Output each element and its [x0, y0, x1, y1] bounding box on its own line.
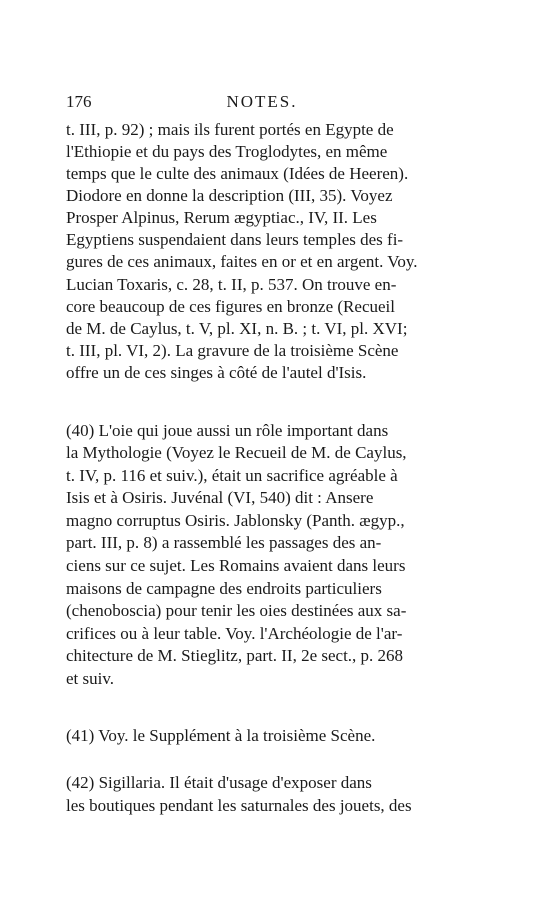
text-line: Diodore en donne la description (III, 35). Voyez [66, 186, 393, 205]
note-40-line: et suiv. [66, 669, 115, 688]
page-number: 176 [66, 92, 92, 111]
note-40-line: la Mythologie (Voyez le Recueil de M. de Caylus, [66, 443, 407, 462]
note-40-line: ciens sur ce sujet. Les Romains avaient dans leurs [66, 556, 406, 575]
note-40-line: (40) L'oie qui joue aussi un rôle important dans [66, 421, 389, 440]
note-40-line: part. III, p. 8) a rassemblé les passages des an- [66, 533, 382, 552]
note-40-line: t. IV, p. 116 et suiv.), était un sacrifice agréable à [66, 466, 398, 485]
text-line: t. III, pl. VI, 2). La gravure de la troisième Scène [66, 341, 399, 360]
text-line: core beaucoup de ces figures en bronze (Recueil [66, 297, 395, 316]
text-line: l'Ethiopie et du pays des Troglodytes, en même [66, 142, 388, 161]
text-line: Lucian Toxaris, c. 28, t. II, p. 537. On trouve en- [66, 275, 397, 294]
note-40-line: magno corruptus Osiris. Jablonsky (Panth. ægyp., [66, 511, 405, 530]
text-line: de M. de Caylus, t. V, pl. XI, n. B. ; t. VI, pl. XVI; [66, 319, 408, 338]
text-line: Prosper Alpinus, Rerum ægyptiac., IV, II. Les [66, 208, 377, 227]
note-40-line: Isis et à Osiris. Juvénal (VI, 540) dit : Ansere [66, 488, 374, 507]
note-41-line: (41) Voy. le Supplément à la troisième Scène. [66, 726, 376, 745]
page-header [66, 92, 458, 116]
note-40-line: crifices ou à leur table. Voy. l'Archéologie de l'ar- [66, 624, 403, 643]
note-42-line: (42) Sigillaria. Il était d'usage d'exposer dans [66, 773, 372, 792]
text-line: t. III, p. 92) ; mais ils furent portés en Egypte de [66, 120, 394, 139]
running-title: NOTES. [226, 92, 298, 111]
text-line: offre un de ces singes à côté de l'autel d'Isis. [66, 363, 367, 382]
note-40-line: chitecture de M. Stieglitz, part. II, 2e sect., p. 268 [66, 646, 404, 665]
note-42-line: les boutiques pendant les saturnales des jouets, des [66, 796, 412, 815]
text-line: Egyptiens suspendaient dans leurs temples des fi- [66, 230, 404, 249]
text-line: gures de ces animaux, faites en or et en argent. Voy. [66, 252, 418, 271]
text-line: temps que le culte des animaux (Idées de Heeren). [66, 164, 409, 183]
note-40-line: maisons de campagne des endroits particuliers [66, 579, 382, 598]
note-40-line: (chenoboscia) pour tenir les oies destinées aux sa- [66, 601, 407, 620]
